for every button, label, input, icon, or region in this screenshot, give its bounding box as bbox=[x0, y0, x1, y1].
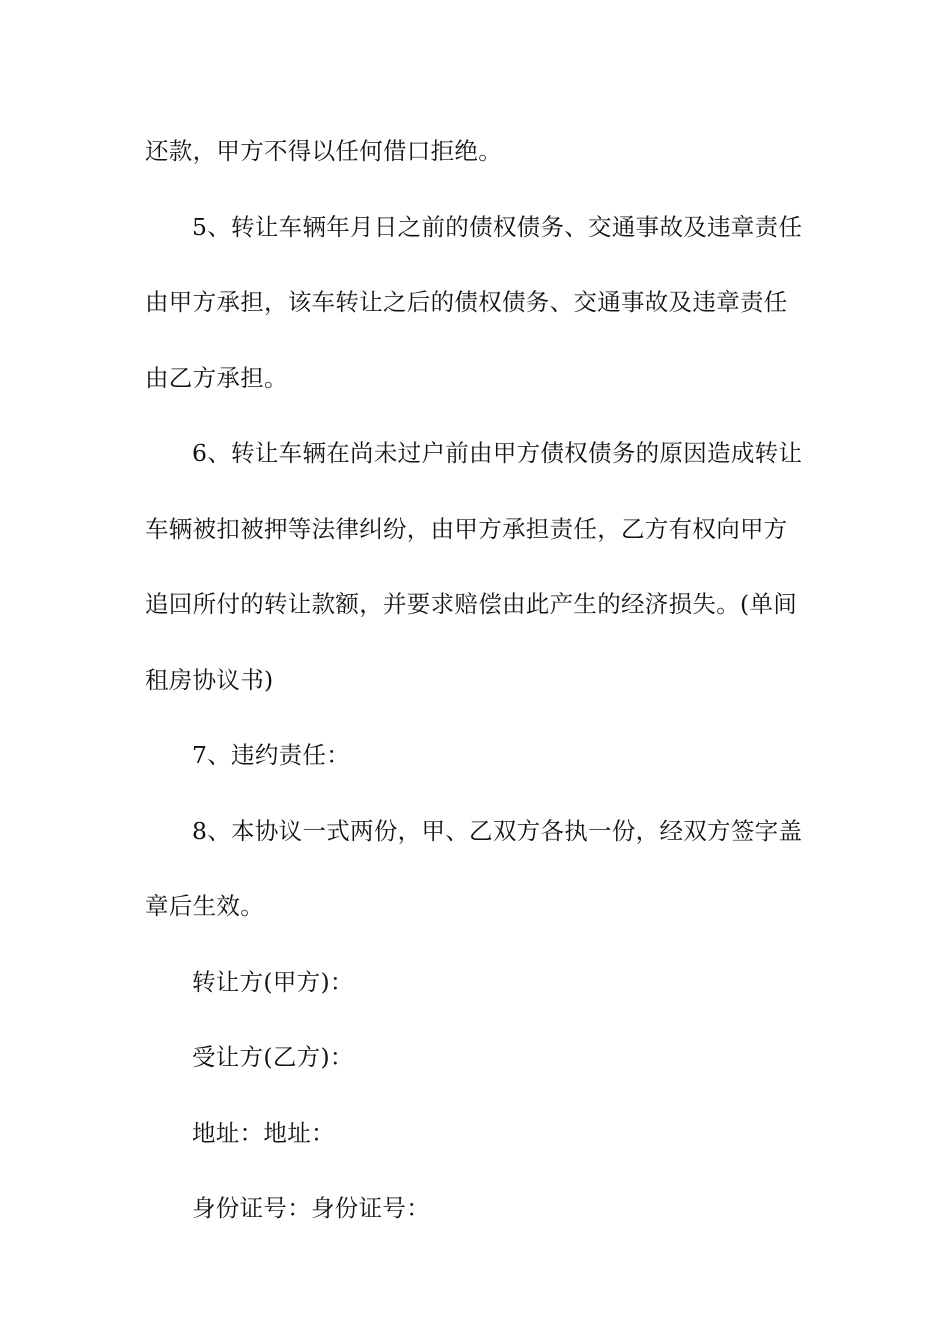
clause-7-line: 7、违约责任： bbox=[192, 741, 351, 769]
clause-5-line: 5、转让车辆年月日之前的债权债务、交通事故及违章责任 bbox=[192, 212, 803, 241]
clause-8-line: 8、本协议一式两份，甲、乙双方各执一份，经双方签字盖 bbox=[192, 816, 803, 845]
paragraph-line: 车辆被扣被押等法律纠纷，由甲方承担责任，乙方有权向甲方 bbox=[145, 514, 788, 543]
paragraph-line: 章后生效。 bbox=[145, 892, 264, 920]
address-field: 地址：地址： bbox=[192, 1118, 335, 1147]
clause-6-line: 6、转让车辆在尚未过户前由甲方债权债务的原因造成转让 bbox=[192, 439, 803, 467]
agreement-text bbox=[145, 114, 810, 1247]
paragraph-line: 租房协议书) bbox=[145, 665, 274, 694]
id-number-field: 身份证号：身份证号： bbox=[192, 1194, 430, 1222]
paragraph-line: 由甲方承担，该车转让之后的债权债务、交通事故及违章责任 bbox=[145, 288, 788, 316]
paragraph-line: 还款，甲方不得以任何借口拒绝。 bbox=[145, 137, 502, 165]
paragraph-line: 追回所付的转让款额，并要求赔偿由此产生的经济损失。(单间 bbox=[145, 590, 798, 618]
transferee-field: 受让方(乙方)： bbox=[192, 1043, 354, 1071]
transferor-field: 转让方(甲方)： bbox=[192, 967, 354, 996]
paragraph-line: 由乙方承担。 bbox=[145, 363, 288, 392]
